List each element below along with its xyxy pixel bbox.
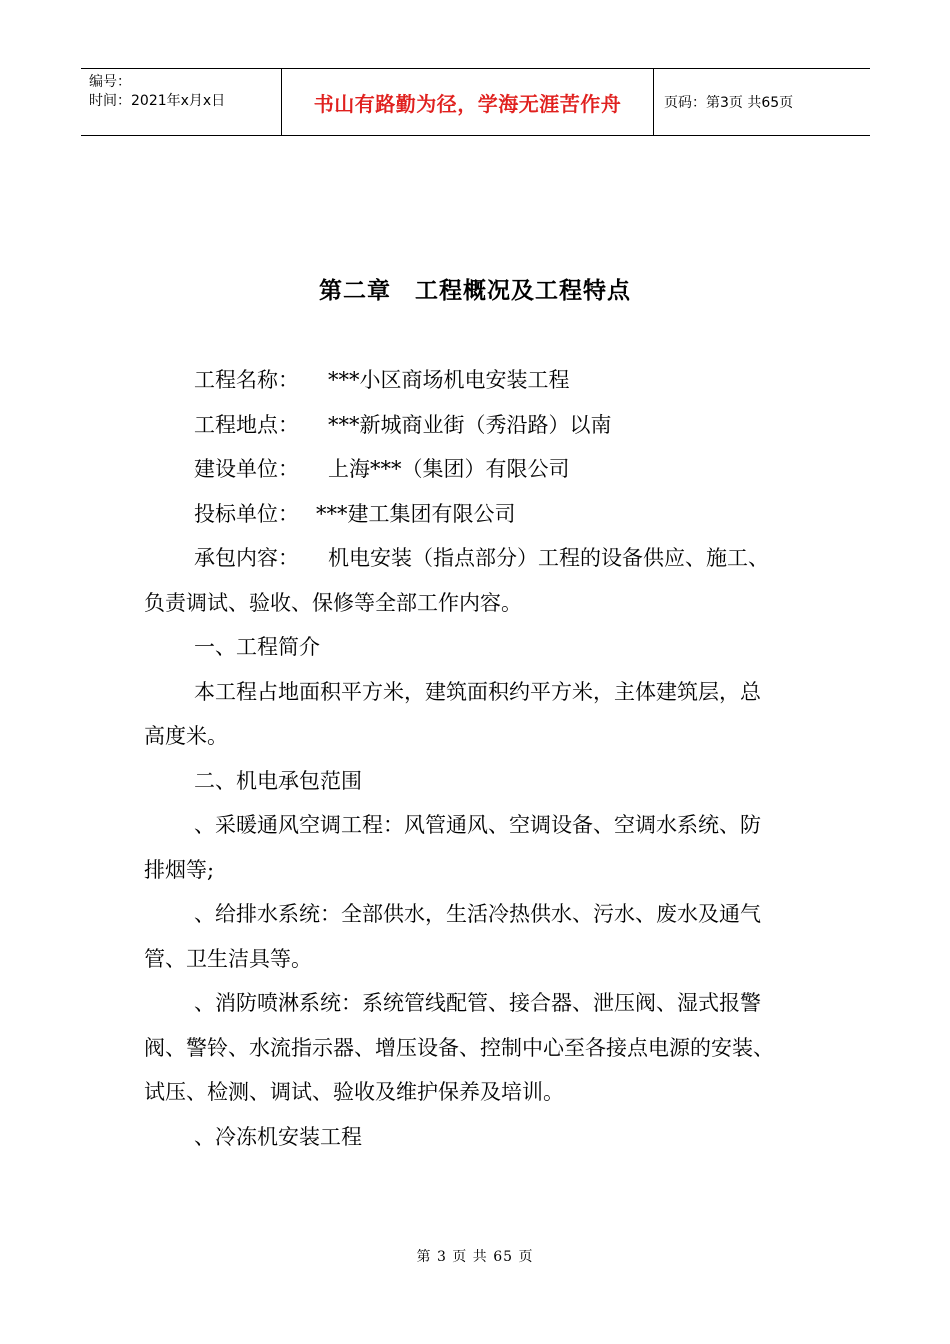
number-label: 编号： [89, 74, 131, 90]
list-item-line: 、给排水系统：全部供水，生活冷热供水、污水、废水及通气 [194, 902, 761, 926]
time-label: 时间：2021年x月x日 [89, 93, 226, 109]
field-owner [144, 447, 814, 492]
field-label: 投标单位： [194, 501, 299, 526]
list-item-line: 、冷冻机安装工程 [194, 1124, 362, 1149]
field-value: ***小区商场机电安装工程 [328, 368, 570, 392]
list-item-line: 阀、警铃、水流指示器、增压设备、控制中心至各接点电源的安装、 [144, 1035, 774, 1060]
chapter-title: 第二章 工程概况及工程特点 [319, 278, 631, 304]
header-page-info: 页码：第3页 共65页 [664, 95, 794, 111]
field-scope [144, 536, 814, 581]
list-item-line: 排烟等; [144, 857, 215, 882]
field-project-location [144, 403, 814, 448]
section-heading: 一、工程简介 [194, 635, 320, 659]
paragraph-line: 负责调试、验收、保修等全部工作内容。 [144, 590, 522, 615]
field-label: 工程地点： [194, 412, 299, 437]
field-bidder [144, 492, 814, 537]
header-meta-cell [81, 69, 282, 135]
field-project-name [144, 358, 814, 403]
field-label: 工程名称： [194, 368, 299, 392]
page-footer: 第 3 页 共 65 页 [416, 1249, 534, 1265]
document-body [144, 358, 814, 1159]
field-value: 上海***（集团）有限公司 [328, 457, 570, 481]
field-value: ***新城商业街（秀沿路）以南 [328, 412, 612, 437]
field-label: 建设单位： [194, 457, 299, 481]
list-item-line: 、采暖通风空调工程：风管通风、空调设备、空调水系统、防 [194, 813, 761, 837]
field-label: 承包内容： [194, 546, 299, 570]
document-header [81, 68, 870, 136]
field-value: ***建工集团有限公司 [316, 501, 516, 526]
header-motto: 书山有路勤为径，学海无涯苦作舟 [282, 69, 654, 135]
list-item-line: 、消防喷淋系统：系统管线配管、接合器、泄压阀、湿式报警 [194, 991, 761, 1015]
paragraph-line: 高度米。 [144, 724, 228, 748]
list-item-line: 试压、检测、调试、验收及维护保养及培训。 [144, 1080, 564, 1104]
field-value: 机电安装（指点部分）工程的设备供应、施工、 [328, 546, 769, 570]
list-item-line: 管、卫生洁具等。 [144, 946, 312, 971]
section-heading: 二、机电承包范围 [194, 768, 362, 793]
paragraph-line: 本工程占地面积平方米，建筑面积约平方米，主体建筑层，总 [194, 679, 761, 704]
